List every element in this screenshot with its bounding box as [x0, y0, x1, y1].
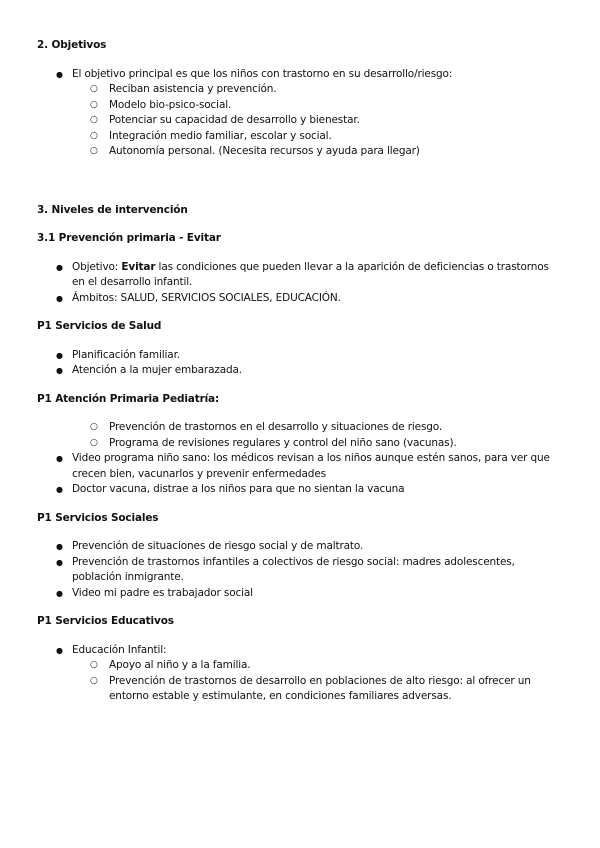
list-item: ● Video mi padre es trabajador social: [37, 586, 560, 602]
bullet-icon: ●: [56, 293, 63, 303]
sub-list-item: ○ Potenciar su capacidad de desarrollo y bienestar.: [37, 113, 560, 129]
salud-list: [37, 348, 560, 379]
list-item: ● Educación Infantil:: [37, 643, 560, 659]
heading-servicios-salud: P1 Servicios de Salud: [37, 320, 162, 332]
sub-list-item: ○ Prevención de trastornos de desarrollo en poblaciones de alto riesgo: al ofrecer un entorno estable y estimulante, en condiciones familiares adversas.: [90, 674, 531, 702]
sub-list-item: ○ Integración medio familiar, escolar y social.: [37, 129, 560, 145]
list-item: ● Ámbitos: SALUD, SERVICIOS SOCIALES, EDUCACIÓN.: [37, 291, 560, 307]
sub-bullet-icon: ○: [90, 146, 98, 156]
list-item: ● Planificación familiar.: [37, 348, 560, 364]
prevencion-list: [37, 260, 560, 307]
sub-list-item: ○ Programa de revisiones regulares y control del niño sano (vacunas).: [37, 436, 560, 452]
sub-list-item: ○ Prevención de trastornos en el desarrollo y situaciones de riesgo.: [37, 420, 560, 436]
list-item: ● Objetivo: Evitar las condiciones que pueden llevar a la aparición de deficiencias o trastornos en el desarrollo infantil.: [56, 260, 549, 288]
heading-pediatria: P1 Atención Primaria Pediatría:: [37, 392, 220, 405]
list-item: ● Doctor vacuna, distrae a los niños para que no sientan la vacuna: [37, 482, 560, 498]
sub-list-item: ○ Apoyo al niño y a la familia.: [37, 658, 560, 674]
sub-bullet-icon: ○: [90, 99, 98, 110]
bullet-icon: ●: [56, 588, 63, 598]
sub-list-item: ○ Modelo bio-psico-social.: [37, 98, 560, 114]
heading-servicios-educativos: P1 Servicios Educativos: [37, 615, 174, 627]
bullet-icon: ●: [56, 350, 63, 360]
bullet-icon: ●: [56, 454, 63, 463]
heading-servicios-sociales: P1 Servicios Sociales: [37, 511, 159, 524]
heading-objetivos: 2. Objetivos: [37, 39, 107, 51]
list-item: ● El objetivo principal es que los niños con trastorno en su desarrollo/riesgo:: [37, 67, 560, 83]
list-item: ● Prevención de situaciones de riesgo social y de maltrato.: [37, 539, 560, 555]
bullet-icon: ●: [56, 557, 63, 567]
bullet-icon: ●: [56, 366, 63, 375]
sub-list-item: ○ Reciban asistencia y prevención.: [37, 82, 560, 98]
bullet-icon: ●: [56, 262, 63, 272]
list-item: ● Video programa niño sano: los médicos revisan a los niños aunque estén sanos, para ver que crecen bien, vacunarlos y prevenir enfermedades: [56, 452, 550, 480]
sociales-list: [37, 539, 560, 601]
heading-niveles: 3. Niveles de intervención: [37, 203, 188, 216]
educativos-list: [37, 643, 560, 705]
bullet-icon: ●: [56, 485, 63, 494]
sub-list-item: ○ Autonomía personal. (Necesita recursos y ayuda para llegar): [37, 144, 560, 160]
sub-bullet-icon: ○: [90, 422, 98, 432]
sub-bullet-icon: ○: [90, 84, 98, 94]
objetivos-list: [37, 67, 560, 160]
sub-bullet-icon: ○: [90, 130, 98, 141]
sub-bullet-icon: ○: [90, 437, 98, 448]
sub-bullet-icon: ○: [90, 115, 98, 125]
heading-prevencion-primaria: 3.1 Prevención primaria - Evitar: [37, 232, 221, 244]
sub-bullet-icon: ○: [90, 660, 98, 670]
bullet-icon: ●: [56, 645, 63, 655]
list-item: ● Atención a la mujer embarazada.: [37, 363, 560, 379]
list-item: ● Prevención de trastornos infantiles a colectivos de riesgo social: madres adolescentes, población inmigrante.: [56, 555, 515, 583]
pediatria-list: [37, 420, 560, 498]
emphasis-text: Evitar: [121, 260, 156, 273]
sub-bullet-icon: ○: [90, 675, 98, 686]
bullet-icon: ●: [56, 69, 63, 79]
bullet-icon: ●: [56, 542, 63, 551]
